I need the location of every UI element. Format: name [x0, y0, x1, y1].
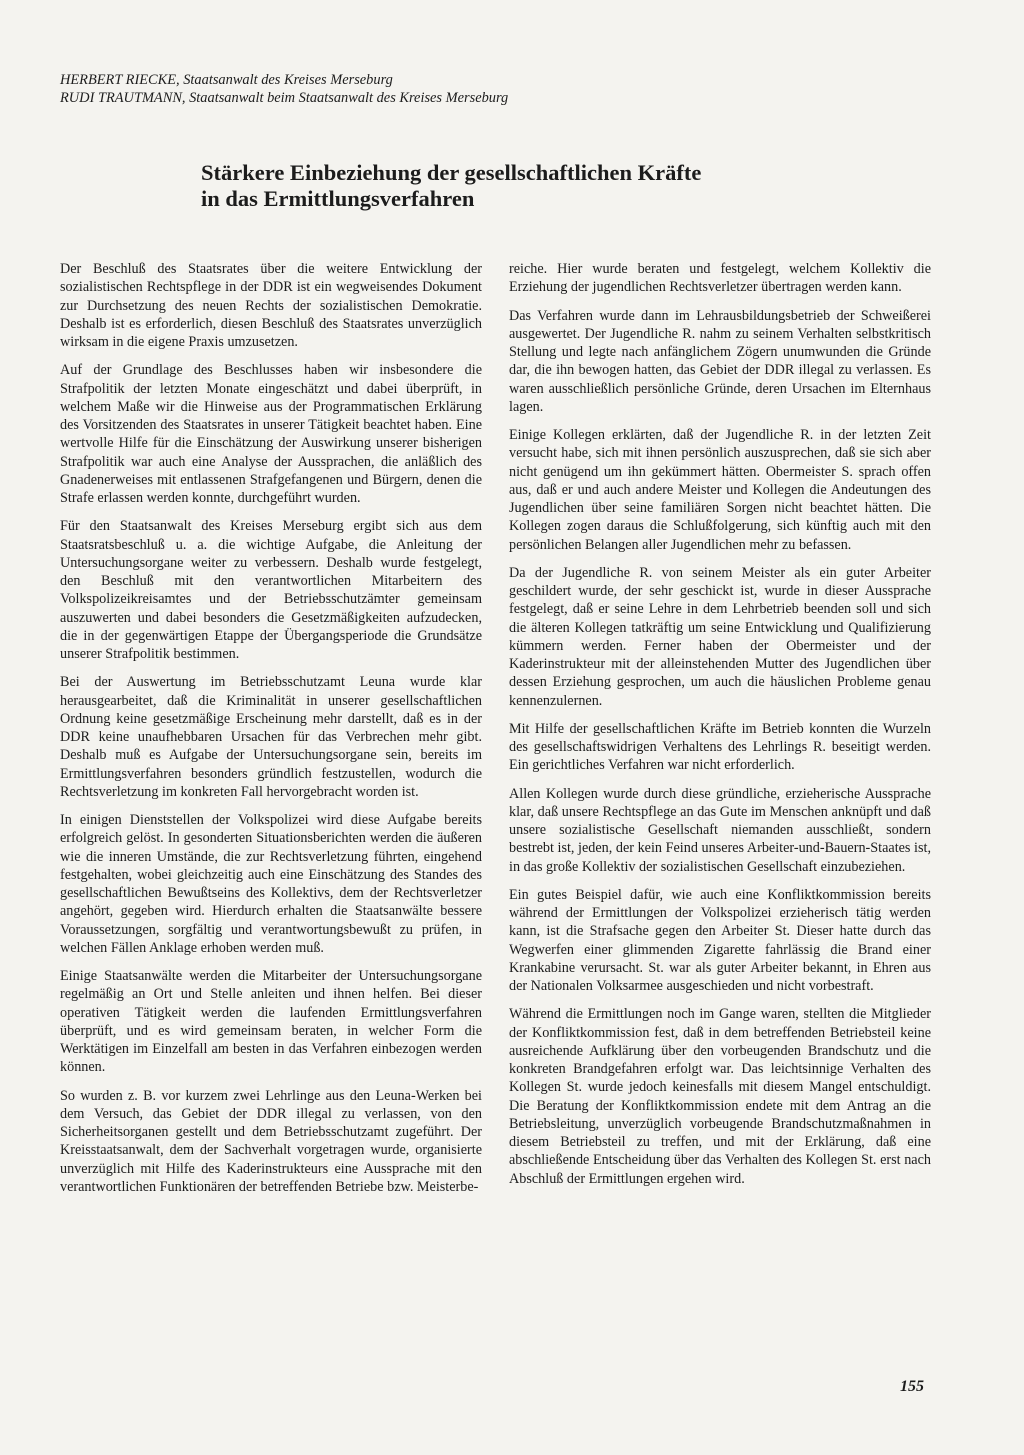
- title-line-1: Stärkere Einbeziehung der gesellschaftlichen Kräfte: [201, 160, 702, 185]
- paragraph: Mit Hilfe der gesellschaftlichen Kräfte im Betrieb konnten die Wurzeln des gesellschaftswidrigen Verhaltens des Lehrlings R. beseitigt werden. Ein gerichtliches Verfahren war nicht erforderlich.: [509, 720, 931, 774]
- paragraph: Einige Staatsanwälte werden die Mitarbeiter der Untersuchungsorgane regelmäßig an Ort und Stelle anleiten und ihnen helfen. Bei dieser operativen Tätigkeit werden die laufenden Ermittlungsverfahren überprüft, und es wird gemeinsam beraten, in welcher Form die Werktätigen im Einzelfall am besten in das Verfahren einbezogen werden können.: [60, 968, 482, 1076]
- author-line-1: HERBERT RIECKE, Staatsanwalt des Kreises Merseburg: [60, 72, 393, 88]
- article-title: [201, 160, 921, 212]
- left-column: [60, 260, 482, 1206]
- paragraph: Ein gutes Beispiel dafür, wie auch eine Konfliktkommission bereits während der Ermittlungen der Volkspolizei erzieherisch tätig werden kann, ist die Strafsache gegen den Arbeiter St. Dieser hatte durch das Wegwerfen einer glimmenden Zigarette fahrlässig die Brand einer Krankabine verursacht. St. war als guter Arbeiter bekannt, in Ehren aus der Nationalen Volksarmee ausgeschieden und nicht vorbestraft.: [509, 886, 931, 994]
- paragraph: Auf der Grundlage des Beschlusses haben wir insbesondere die Strafpolitik der letzten Monate eingeschätzt und dabei überprüft, in welchem Maße wir die Hinweise aus der Programmatischen Erklärung des Vorsitzenden des Staatsrates in unserer Tätigkeit beachtet haben. Eine wertvolle Hilfe für die Einschätzung der Auswirkung unserer bisherigen Strafpolitik war auch eine Analyse der Aussprachen, die anläßlich des Gnadenerweises mit entlassenen Strafgefangenen und Bürgern, denen die Strafe erlassen werden konnte, durchgeführt wurden.: [60, 362, 482, 506]
- paragraph: Da der Jugendliche R. von seinem Meister als ein guter Arbeiter geschildert wurde, der sehr geschickt ist, wurde in dieser Aussprache festgelegt, daß er seine Lehre in dem Lehrbetrieb beenden soll und sich die älteren Kollegen tatkräftig um seine Entwicklung und Qualifizierung kümmern werden. Ferner haben der Obermeister und der Kaderinstrukteur mit der alleinstehenden Mutter des Jugendlichen über dessen Erziehung gesprochen, um auch die häuslichen Probleme genau kennenzulernen.: [509, 564, 931, 709]
- page-number: 155: [900, 1378, 924, 1395]
- paragraph: Für den Staatsanwalt des Kreises Merseburg ergibt sich aus dem Staatsratsbeschluß u. a. die wichtige Aufgabe, die Anleitung der Untersuchungsorgane weiter zu verbessern. Deshalb wurde festgelegt, den Beschluß mit den verantwortlichen Mitarbeitern des Volkspolizeikreisamtes und der Betriebsschutzämter gemeinsam auszuwerten und dabei besonders die Gesetzmäßigkeiten aufzudecken, die in der gegenwärtigen Etappe der Übergangsperiode die Grundsätze unserer Strafpolitik bestimmen.: [60, 518, 482, 662]
- paragraph: Bei der Auswertung im Betriebsschutzamt Leuna wurde klar herausgearbeitet, daß die Kriminalität in unserer gesellschaftlichen Ordnung keine gesetzmäßige Erscheinung mehr darstellt, daß es in der DDR keine unaufhebbaren Ursachen für das Verbrechen mehr gibt. Deshalb muß es Aufgabe der Untersuchungsorgane sein, bereits im Ermittlungsverfahren besonders gründlich festzustellen, wodurch die Rechtsverletzung im konkreten Fall hervorgebracht worden ist.: [60, 674, 482, 800]
- paragraph: So wurden z. B. vor kurzem zwei Lehrlinge aus den Leuna-Werken bei dem Versuch, das Gebiet der DDR illegal zu verlassen, von den Sicherheitsorganen gestellt und dem Betriebsschutzamt zugeführt. Der Kreisstaatsanwalt, dem der Sachverhalt vorgetragen wurde, organisierte unverzüglich mit Hilfe des Kaderinstrukteurs eine Aussprache mit den verantwortlichen Funktionären der betreffenden Betriebe bzw. Meisterbe-: [60, 1087, 482, 1195]
- right-column: [509, 260, 931, 1198]
- paragraph: Allen Kollegen wurde durch diese gründliche, erzieherische Aussprache klar, daß unsere Rechtspflege an das Gute im Menschen anknüpft und daß unsere sozialistische Gesellschaft niemanden ausschließt, sondern bestrebt ist, jeden, der kein Feind unseres Arbeiter-und-Bauern-Staates ist, in das große Kollektiv der sozialistischen Gesellschaft einzubeziehen.: [509, 785, 931, 875]
- paragraph: reiche. Hier wurde beraten und festgelegt, welchem Kollektiv die Erziehung der jugendlichen Rechtsverletzer übertragen werden kann.: [509, 261, 931, 296]
- paragraph: In einigen Dienststellen der Volkspolizei wird diese Aufgabe bereits erfolgreich gelöst. In gesonderten Situationsberichten werden die äußeren wie die inneren Umstände, die zur Rechtsverletzung führten, eingehend festgehalten, wobei gleichzeitig auch eine Einschätzung des Standes des gesellschaftlichen Bewußtseins des Kollektivs, dem der Rechtsverletzer angehört, gegeben wird. Hierdurch erhalten die Staatsanwälte bessere Voraussetzungen, sorgfältig und verantwortungsbewußt zu prüfen, in welchen Fällen Anklage erhoben werden muß.: [60, 812, 482, 956]
- author-block: [60, 71, 960, 107]
- paragraph: Einige Kollegen erklärten, daß der Jugendliche R. in der letzten Zeit versucht habe, sich mit ihnen persönlich auszusprechen, daß sie sich aber nicht genügend um ihn gekümmert hätten. Obermeister S. sprach offen aus, daß er und auch andere Meister und Kollegen die Andeutungen des Jugendlichen über seine familiären Sorgen nicht beachtet hätten. Die Kollegen zogen daraus die Schlußfolgerung, sich künftig auch mit den persönlichen Belangen aller Jugendlichen mehr zu befassen.: [509, 427, 931, 553]
- paragraph: Während die Ermittlungen noch im Gange waren, stellten die Mitglieder der Konfliktkommission fest, daß in dem betreffenden Betriebsteil keine ausreichende Aufklärung über den vorbeugenden Brandschutz und die konkreten Brandgefahren erfolgt war. Das leichtsinnige Verhalten des Kollegen St. wurde jedoch keinesfalls mit diesem Mangel entschuldigt. Die Beratung der Konfliktkommission endete mit dem Antrag an die Betriebsleitung, unverzüglich vorbeugende Brandschutzmaßnahmen in diesem Betriebsteil zu treffen, und mit der Erklärung, daß eine abschließende Entscheidung über das Verhalten des Kollegen St. erst nach Abschluß der Ermittlungen ergehen wird.: [509, 1006, 931, 1187]
- title-line-2: in das Ermittlungsverfahren: [201, 186, 475, 211]
- paragraph: Das Verfahren wurde dann im Lehrausbildungsbetrieb der Schweißerei ausgewertet. Der Jugendliche R. nahm zu seinem Verhalten selbstkritisch Stellung und legte nach anfänglichem Zögern unumwunden die Gründe dar, die ihn bewogen hatten, das Gebiet der DDR illegal zu verlassen. Es waren ausschließlich persönliche Gründe, deren Ursachen im Elternhaus lagen.: [509, 307, 931, 415]
- paragraph: Der Beschluß des Staatsrates über die weitere Entwicklung der sozialistischen Rechtspflege in der DDR ist ein wegweisendes Dokument zur Durchsetzung des neuen Rechts der sozialistischen Demokratie. Deshalb ist es erforderlich, diesen Beschluß des Staatsrates unverzüglich wirksam in die eigene Praxis umzusetzen.: [60, 261, 482, 350]
- author-line-2: RUDI TRAUTMANN, Staatsanwalt beim Staatsanwalt des Kreises Merseburg: [60, 90, 509, 106]
